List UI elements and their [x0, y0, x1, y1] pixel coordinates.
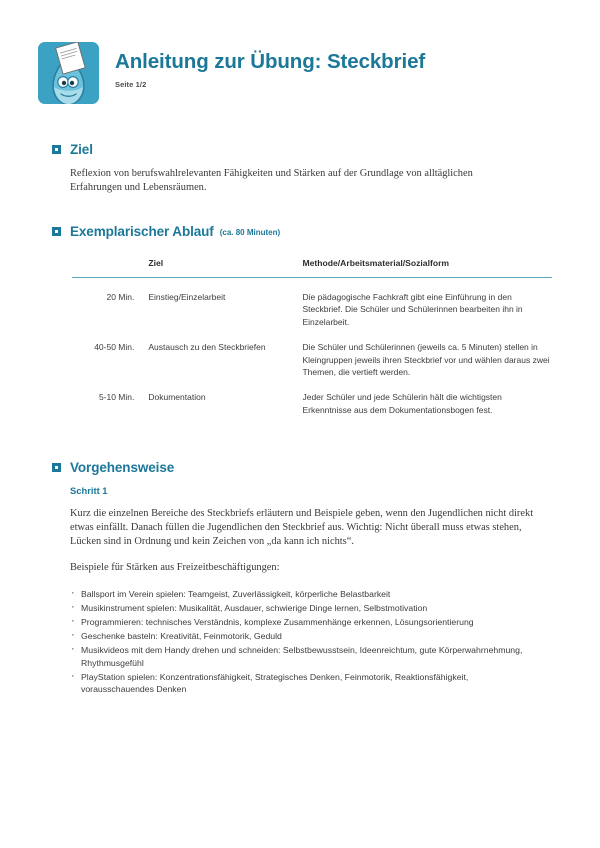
column-header-time	[72, 258, 148, 278]
section-heading-ziel	[52, 142, 552, 157]
section-vorgehensweise	[52, 460, 552, 698]
cell-time: 40-50 Min.	[94, 342, 135, 353]
schedule-table-head	[72, 258, 552, 278]
square-bullet-icon	[52, 227, 61, 236]
header-text-block	[115, 42, 425, 89]
procedure-text	[70, 507, 538, 575]
list-item: · Geschenke basteln: Kreativität, Feinmotorik, Geduld	[70, 630, 538, 643]
mascot-with-paper-hat-icon	[38, 42, 99, 104]
section-title-vorgehensweise: Vorgehensweise	[70, 460, 175, 475]
table-header-row	[72, 258, 552, 278]
cell-method: Jeder Schüler und jede Schülerin hält die wichtigsten Erkenntnisse aus dem Dokumentationsbogen fest.	[302, 392, 502, 415]
examples-list	[70, 588, 538, 696]
schedule-table	[72, 258, 552, 416]
section-title-ablauf: Exemplarischer Ablauf	[70, 224, 214, 239]
cell-method: Die pädagogische Fachkraft gibt eine Einführung in den Steckbrief. Die Schüler und Schülerinnen bearbeiten ihn in Einzelarbeit.	[302, 292, 523, 327]
section-heading-ablauf	[52, 224, 552, 239]
page-number-label: Seite 1/2	[115, 79, 147, 89]
column-header-method: Methode/Arbeitsmaterial/Sozialform	[302, 258, 450, 268]
ziel-paragraph: Reflexion von berufswahlrelevanten Fähigkeiten und Stärken auf der Grundlage von alltäglichen Erfahrungen und Lebensräumen.	[70, 168, 473, 194]
table-row	[72, 328, 552, 378]
table-row	[72, 278, 552, 329]
cell-time: 5-10 Min.	[98, 392, 135, 403]
list-item: · Musikinstrument spielen: Musikalität, Ausdauer, schwierige Dinge lernen, Selbstmotivation	[70, 602, 538, 615]
cell-goal: Dokumentation	[148, 392, 206, 403]
document-header	[38, 42, 425, 104]
list-item: · Musikvideos mit dem Handy drehen und schneiden: Selbstbewusstsein, Ideenreichtum, gute Körperwahrnehmung, Rhythmusgefühl	[70, 644, 538, 669]
cell-method: Die Schüler und Schülerinnen (jeweils ca. 5 Minuten) stellen in Kleingruppen jeweils ihren Steckbrief vor und wählen daraus zwei Themen, die vertieft werden.	[302, 342, 550, 378]
cell-goal: Einstieg/Einzelarbeit	[148, 292, 226, 302]
section-body-ziel	[70, 167, 525, 195]
section-ablauf	[52, 224, 552, 249]
square-bullet-icon	[52, 463, 61, 472]
column-header-goal: Ziel	[148, 258, 164, 268]
page-title: Anleitung zur Übung: Steckbrief	[115, 50, 426, 73]
section-duration-note: (ca. 80 Minuten)	[219, 228, 281, 237]
section-ziel	[52, 142, 552, 195]
procedure-paragraph: Kurz die einzelnen Bereiche des Steckbriefs erläutern und Beispiele geben, wenn den Jugendlichen nicht direkt etwas einfällt. Danach füllen die Jugendlichen den Steckbrief aus. Wichtig: Nicht überall muss etwas stehen, Lücken sind in Ordnung und kein Zeichen von „da kann ich nichts“.	[70, 508, 534, 548]
square-bullet-icon	[52, 145, 61, 154]
step-label: Schritt 1	[70, 485, 108, 496]
section-title-ziel: Ziel	[70, 142, 93, 157]
cell-goal: Austausch zu den Steckbriefen	[148, 342, 266, 353]
examples-intro: Beispiele für Stärken aus Freizeitbeschäftigungen:	[70, 561, 280, 573]
section-heading-vorgehensweise	[52, 460, 552, 475]
list-item: · Ballsport im Verein spielen: Teamgeist, Zuverlässigkeit, körperliche Belastbarkeit	[70, 588, 538, 601]
list-item: · PlayStation spielen: Konzentrationsfähigkeit, Strategisches Denken, Feinmotorik, Reaktionsfähigkeit, vorausschauendes Denken	[70, 671, 538, 696]
list-item: · Programmieren: technisches Verständnis, komplexe Zusammenhänge erkennen, Lösungsorientierung	[70, 616, 538, 629]
procedure-body	[70, 507, 538, 696]
cell-time: 20 Min.	[106, 292, 135, 302]
table-row	[72, 378, 552, 416]
schedule-table-body	[72, 278, 552, 417]
